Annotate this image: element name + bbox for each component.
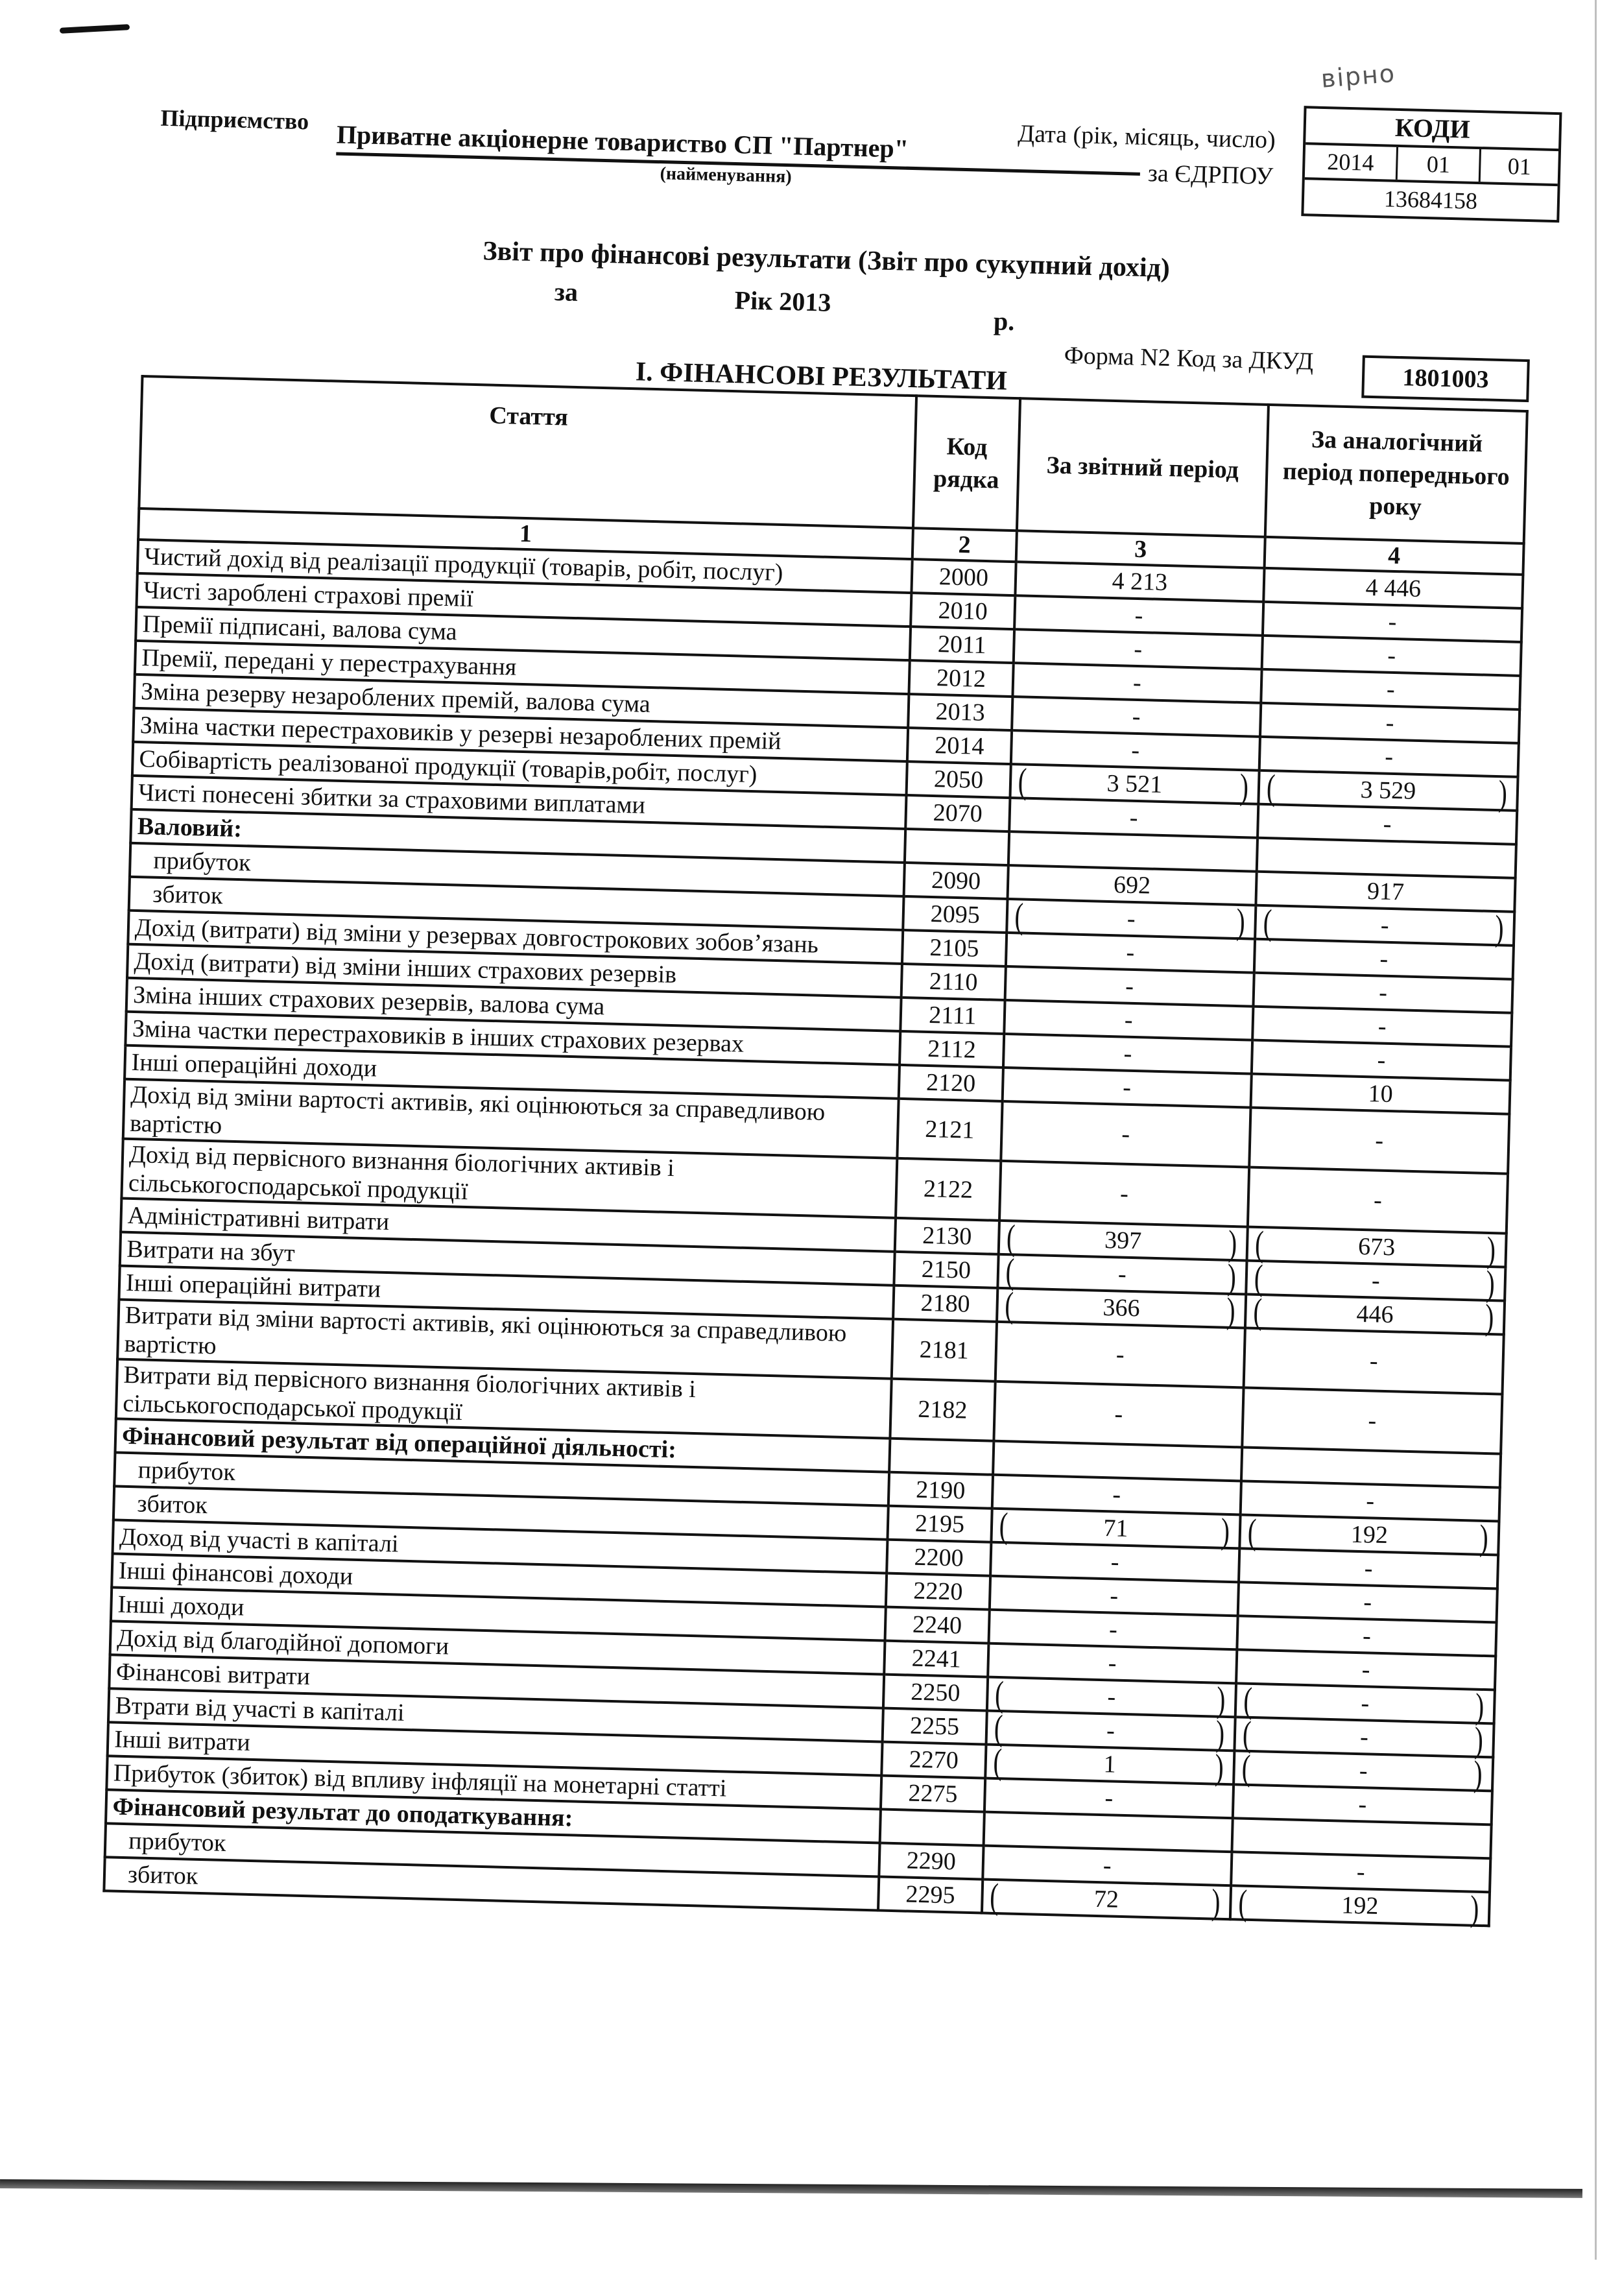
value-text: -	[1110, 1548, 1119, 1576]
row-label-text: Втрати від участі в капіталі	[115, 1692, 405, 1727]
row-code	[905, 829, 1009, 865]
value-text: -	[1127, 905, 1136, 933]
col-header-code: Код рядка	[913, 396, 1020, 531]
report-for-label: за	[554, 277, 578, 307]
row-label-text: прибуток	[137, 1456, 236, 1487]
value-text: 4 446	[1365, 573, 1422, 603]
value-text: -	[1129, 804, 1139, 832]
paren-open: (	[1242, 1713, 1252, 1754]
value-text: 71	[1103, 1514, 1128, 1543]
row-value-current	[1014, 595, 1263, 636]
paren-close: )	[1214, 1746, 1224, 1788]
codes-box	[1301, 106, 1562, 222]
paren-close: )	[1473, 1752, 1483, 1794]
row-value-current	[1007, 895, 1256, 942]
row-code: 2090	[904, 863, 1008, 899]
value-text: -	[1109, 1582, 1119, 1610]
row-label-text: Чисті понесені збитки за страховими виплатами	[137, 779, 646, 819]
paren-close: )	[1470, 1887, 1480, 1929]
edrpou-label: за ЄДРПОУ	[1147, 160, 1274, 191]
col-header-article: Стаття	[139, 376, 916, 528]
value-text: -	[1377, 1046, 1386, 1074]
col-header-current: За звітний період	[1017, 398, 1269, 537]
row-label-text: Дохід (витрати) від зміни у резервах довгострокових зобов’язань	[134, 913, 819, 959]
row-value-previous	[1242, 1387, 1502, 1453]
row-code: 2150	[894, 1252, 998, 1288]
row-value-current	[1011, 730, 1260, 771]
paren-close: )	[1479, 1516, 1489, 1558]
row-code: 2130	[895, 1218, 999, 1254]
section-title: I. ФІНАНСОВІ РЕЗУЛЬТАТИ	[635, 357, 1008, 396]
col-number: 1	[138, 508, 913, 559]
row-value-current	[1004, 1000, 1253, 1040]
dkud-code: 1801003	[1361, 355, 1530, 403]
row-code: 2012	[909, 660, 1014, 697]
row-code: 2011	[910, 627, 1014, 663]
row-label-text: Інші операційні витрати	[125, 1269, 381, 1303]
row-label-text: Інші фінансові доходи	[118, 1557, 353, 1590]
row-value-current	[984, 1778, 1234, 1819]
paren-open: (	[999, 1504, 1008, 1546]
value-text: 673	[1357, 1232, 1396, 1262]
form-label: Форма N2 Код за ДКУД	[1064, 341, 1314, 376]
value-text: 4 213	[1112, 567, 1168, 597]
row-label-text: Прибуток (збиток) від впливу інфляції на монетарні статті	[113, 1759, 727, 1802]
codes-day: 01	[1507, 153, 1532, 180]
row-value-current	[994, 1381, 1244, 1448]
row-value-current	[1014, 629, 1263, 669]
value-text: -	[1380, 911, 1390, 939]
row-code: 2275	[881, 1776, 985, 1812]
value-text: 192	[1341, 1891, 1379, 1920]
value-text: -	[1115, 1341, 1125, 1369]
row-label-text: Витрати від зміни вартості активів, які оцінюються за справедливою вартістю	[124, 1301, 847, 1360]
row-label-text: Дохід від первісного визнання біологічних активів і сільськогосподарської продукції	[128, 1140, 675, 1206]
value-text: -	[1360, 1690, 1370, 1717]
value-text: -	[1359, 1757, 1368, 1785]
row-value-current	[1012, 663, 1261, 703]
row-value-current	[992, 1475, 1241, 1515]
row-code: 2190	[888, 1472, 993, 1509]
row-label-text: Фінансові витрати	[115, 1658, 311, 1691]
paren-open: (	[994, 1706, 1004, 1749]
row-value-current	[990, 1542, 1239, 1583]
row-label-text: Премії, передані у перестрахування	[141, 644, 517, 681]
col-number: 2	[912, 528, 1017, 562]
paren-close: )	[1473, 1719, 1484, 1760]
value-text: -	[1364, 1555, 1373, 1583]
row-code: 2105	[902, 930, 1007, 966]
row-code: 2121	[897, 1099, 1002, 1161]
row-label-text: Зміна частки перестраховиків у резерві незароблених премій	[139, 712, 782, 756]
col-number: 4	[1265, 537, 1524, 575]
row-value-previous	[1249, 1108, 1509, 1174]
paren-open: (	[989, 1875, 999, 1917]
row-value-current	[1005, 966, 1254, 1007]
row-label-text: Премії підписані, валова сума	[142, 610, 458, 646]
row-code: 2095	[903, 896, 1007, 933]
paren-close: )	[1216, 1679, 1226, 1720]
row-label-text: прибуток	[153, 846, 252, 877]
paren-open: (	[994, 1673, 1005, 1715]
value-text: -	[1123, 1040, 1132, 1068]
value-text: -	[1358, 1791, 1367, 1819]
row-code: 2290	[879, 1843, 983, 1879]
paren-open: (	[1266, 766, 1276, 808]
row-label-text: Доход від участі в капіталі	[119, 1523, 400, 1558]
codes-month: 01	[1398, 147, 1481, 182]
row-value-current	[1003, 1034, 1252, 1074]
value-text: -	[1114, 1400, 1123, 1428]
row-code: 2013	[908, 694, 1012, 730]
value-text: -	[1133, 635, 1143, 664]
value-text: 3 521	[1106, 769, 1163, 798]
enterprise-caption: (найменування)	[660, 163, 793, 187]
paren-close: )	[1226, 1256, 1237, 1297]
row-code: 2180	[893, 1286, 997, 1322]
value-text: -	[1134, 601, 1143, 630]
paren-close: )	[1497, 772, 1508, 814]
row-code: 2195	[888, 1506, 992, 1542]
row-value-current	[998, 1216, 1247, 1263]
codes-edrpou: 13684158	[1383, 185, 1478, 214]
value-text: -	[1124, 1006, 1134, 1034]
value-text: -	[1369, 1347, 1379, 1375]
value-text: -	[1356, 1858, 1366, 1886]
row-label-text: Зміна резерву незароблених премій, валова сума	[140, 678, 651, 718]
row-value-current	[1006, 933, 1255, 973]
row-value-previous	[1244, 1328, 1504, 1394]
row-value-current	[993, 1441, 1242, 1481]
row-label-text: збиток	[152, 880, 224, 910]
row-label-text: прибуток	[128, 1827, 226, 1857]
value-text: -	[1119, 1180, 1129, 1208]
paren-open: (	[1252, 1290, 1263, 1332]
row-code: 2270	[881, 1742, 986, 1778]
paren-close: )	[1494, 907, 1505, 949]
row-code: 2240	[885, 1607, 990, 1644]
row-value-previous	[1248, 1167, 1508, 1234]
value-text: -	[1108, 1616, 1118, 1644]
row-value-current	[988, 1610, 1237, 1650]
row-code: 2241	[884, 1641, 988, 1677]
value-text: -	[1388, 608, 1397, 636]
value-text: 397	[1104, 1226, 1142, 1255]
value-text: -	[1384, 743, 1394, 771]
row-code: 2110	[901, 964, 1006, 1000]
value-text: -	[1104, 1784, 1114, 1812]
row-code: 2295	[878, 1876, 983, 1913]
row-code	[880, 1810, 984, 1846]
row-value-current	[999, 1161, 1250, 1227]
row-label-text: Дохід (витрати) від зміни інших страхових резервів	[134, 947, 677, 989]
col-header-previous: За аналогічний період попереднього року	[1265, 405, 1527, 544]
row-label-text: збиток	[136, 1490, 208, 1520]
row-label-text: Інші операційні доходи	[131, 1048, 377, 1082]
row-label-text: Фінансовий результат від операційної діяльності:	[121, 1422, 677, 1464]
enterprise-label: Підприємство	[160, 104, 309, 135]
row-code: 2010	[911, 593, 1015, 629]
row-value-current	[1012, 697, 1261, 737]
row-value-current	[1001, 1101, 1251, 1167]
paren-open: (	[1018, 760, 1028, 802]
paren-close: )	[1486, 1228, 1496, 1271]
row-value-current	[983, 1846, 1232, 1886]
value-text: 917	[1366, 878, 1405, 906]
row-label-text: Інші витрати	[113, 1725, 251, 1756]
value-text: -	[1121, 1120, 1130, 1148]
paren-close: )	[1215, 1712, 1225, 1754]
col-number: 3	[1016, 531, 1265, 568]
enterprise-name: Приватне акціонерне товариство СП "Партнер"	[336, 119, 1141, 175]
row-value-current	[995, 1322, 1245, 1388]
row-code: 2182	[890, 1379, 995, 1441]
paren-open: (	[1014, 895, 1024, 937]
value-text: -	[1362, 1622, 1372, 1650]
row-code: 2255	[883, 1708, 987, 1745]
row-code: 2014	[907, 728, 1012, 764]
paren-close: )	[1220, 1510, 1230, 1551]
row-label-text: Витрати від первісного визнання біологічних активів і сільськогосподарської продукції	[122, 1361, 697, 1426]
paren-close: )	[1239, 765, 1249, 807]
value-text: -	[1103, 1852, 1112, 1880]
row-code: 2050	[907, 761, 1011, 798]
value-text: -	[1374, 1127, 1384, 1154]
row-label-text: Зміна частки перестраховиків в інших страхових резервах	[132, 1014, 745, 1058]
paren-open: (	[1005, 1250, 1015, 1292]
row-value-current	[997, 1250, 1246, 1297]
row-label-text: Чисті зароблені страхові премії	[143, 577, 474, 613]
report-period: Рік 2013	[734, 285, 831, 317]
row-code: 2181	[892, 1319, 997, 1381]
row-label-text: Зміна інших страхових резервів, валова сума	[132, 981, 605, 1021]
value-text: 366	[1103, 1293, 1141, 1322]
paren-close: )	[1485, 1296, 1495, 1337]
value-text: -	[1112, 1481, 1121, 1509]
row-code: 2220	[886, 1573, 990, 1610]
report-title: Звіт про фінансові результати (Звіт про сукупний дохід)	[482, 236, 1171, 284]
value-text: -	[1379, 945, 1389, 973]
value-text: -	[1386, 675, 1396, 704]
value-text: -	[1365, 1487, 1375, 1515]
row-code: 2112	[900, 1031, 1004, 1068]
value-text: -	[1378, 979, 1388, 1007]
row-code: 2120	[899, 1065, 1003, 1101]
paren-open: (	[1263, 901, 1272, 943]
value-text: -	[1387, 641, 1396, 670]
value-text: -	[1371, 1267, 1381, 1295]
value-text: -	[1132, 669, 1142, 697]
row-code: 2000	[911, 559, 1016, 595]
value-text: -	[1117, 1260, 1127, 1288]
row-label-text: Фінансовий результат до оподаткування:	[112, 1793, 573, 1832]
value-text: -	[1385, 709, 1394, 737]
date-label: Дата (рік, місяць, число)	[1017, 120, 1276, 154]
value-text: -	[1368, 1407, 1377, 1435]
row-value-current	[997, 1284, 1246, 1331]
value-text: -	[1383, 810, 1392, 838]
value-text: -	[1108, 1649, 1117, 1677]
row-code: 2200	[887, 1540, 991, 1576]
paren-open: (	[1006, 1216, 1016, 1258]
value-text: 1	[1103, 1751, 1117, 1778]
row-code	[889, 1439, 994, 1475]
codes-title: КОДИ	[1306, 108, 1559, 151]
paren-close: )	[1235, 900, 1246, 942]
paren-close: )	[1211, 1881, 1221, 1922]
row-value-current	[1009, 798, 1258, 838]
row-value-current	[986, 1706, 1235, 1754]
row-value-current	[1007, 865, 1256, 905]
value-text: 10	[1368, 1080, 1394, 1108]
row-value-current	[988, 1644, 1237, 1684]
value-text: -	[1122, 1073, 1132, 1101]
row-label-text: Дохід від благодійної допомоги	[116, 1624, 449, 1660]
row-value-current	[1015, 562, 1264, 602]
report-year-suffix: р.	[993, 306, 1015, 336]
row-label-text: Інші доходи	[117, 1590, 244, 1621]
row-code: 2250	[883, 1675, 988, 1711]
row-label-text: Адміністративні витрати	[127, 1201, 390, 1236]
paren-open: (	[1254, 1256, 1264, 1298]
row-value-current	[983, 1812, 1232, 1852]
value-text: 3 529	[1360, 776, 1416, 805]
row-label-text: Валовий:	[137, 813, 243, 843]
value-text: 446	[1356, 1300, 1394, 1329]
value-text: -	[1373, 1186, 1383, 1214]
paren-open: (	[1004, 1284, 1014, 1326]
row-value-current	[985, 1740, 1234, 1788]
financial-results-table	[102, 375, 1529, 1927]
row-value-previous	[1230, 1882, 1490, 1929]
row-code: 2122	[896, 1158, 1001, 1221]
value-text: -	[1361, 1656, 1371, 1684]
codes-year: 2014	[1305, 145, 1398, 180]
handwritten-note: вірно	[1320, 58, 1397, 93]
paren-open: (	[1243, 1679, 1253, 1721]
paren-close: )	[1475, 1685, 1485, 1727]
paren-close: )	[1226, 1289, 1236, 1331]
value-text: 692	[1113, 871, 1151, 900]
value-text: -	[1126, 939, 1135, 966]
codes-date-row	[1305, 145, 1558, 186]
row-label-text: Витрати на збут	[126, 1235, 296, 1267]
value-text: -	[1130, 736, 1140, 765]
paren-open: (	[1241, 1747, 1251, 1788]
row-value-current	[1002, 1068, 1251, 1108]
value-text: -	[1363, 1588, 1372, 1616]
row-label-text: збиток	[127, 1861, 198, 1890]
value-text: -	[1132, 702, 1141, 731]
paren-close: )	[1228, 1222, 1238, 1263]
value-text: 72	[1093, 1885, 1119, 1913]
row-value-current	[1010, 760, 1259, 807]
paren-open: (	[1254, 1223, 1265, 1264]
value-text: -	[1359, 1723, 1369, 1751]
row-value-current	[990, 1576, 1239, 1616]
value-text: -	[1377, 1012, 1387, 1040]
paren-close: )	[1485, 1262, 1496, 1304]
value-text: -	[1125, 972, 1134, 1000]
value-text: 192	[1350, 1520, 1389, 1549]
paren-open: (	[1237, 1882, 1248, 1923]
row-code: 2070	[905, 795, 1010, 831]
row-label-text: Собівартість реалізованої продукції (товарів,робіт, послуг)	[139, 745, 757, 789]
row-code: 2111	[900, 998, 1005, 1034]
paren-open: (	[992, 1740, 1003, 1782]
row-value-current	[982, 1875, 1231, 1922]
value-text: -	[1106, 1717, 1115, 1745]
paren-open: (	[1247, 1511, 1258, 1552]
row-value-current	[987, 1673, 1236, 1720]
row-label-text: Дохід від зміни вартості активів, які оцінюються за справедливою вартістю	[129, 1081, 826, 1140]
row-label-text: Чистий дохід від реалізації продукції (товарів, робіт, послуг)	[143, 543, 783, 587]
value-text: -	[1106, 1683, 1116, 1711]
row-value-current	[991, 1504, 1240, 1551]
row-value-current	[1008, 831, 1258, 872]
